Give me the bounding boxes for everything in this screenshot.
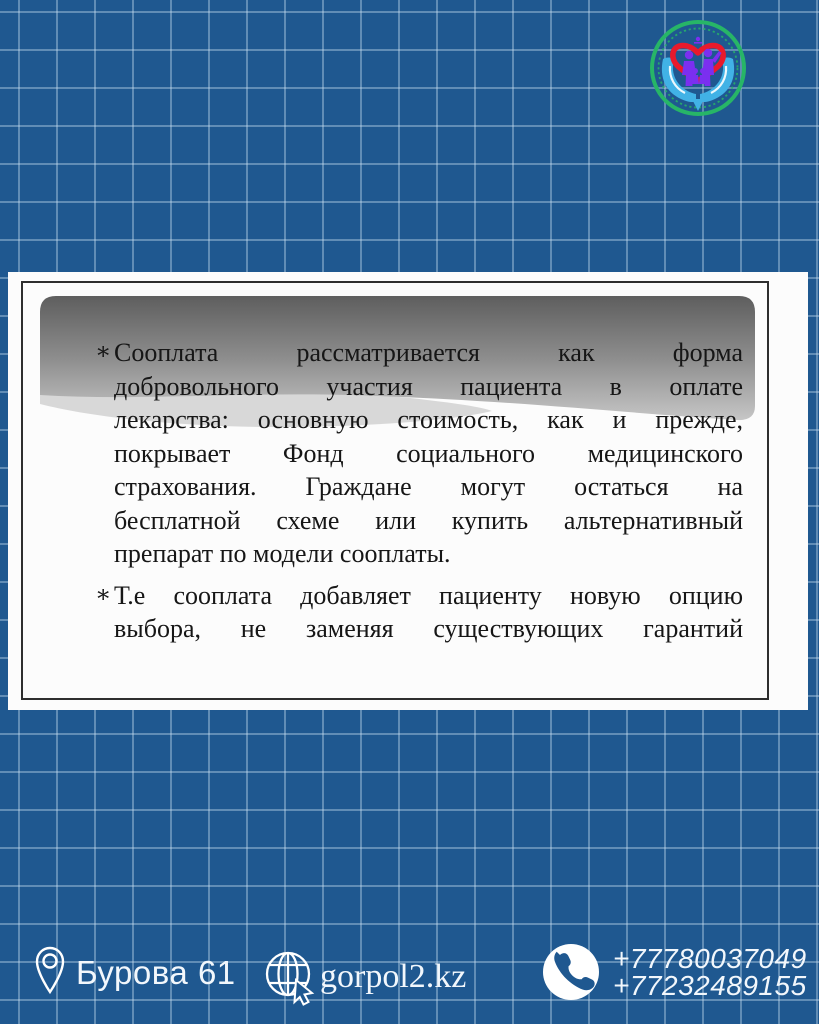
- bullet-text: [114, 579, 743, 646]
- text-line: бесплатной схеме или купить альтернативный: [114, 505, 743, 535]
- slide-card: [8, 272, 808, 710]
- text-line: Т.е сооплата добавляет пациенту новую опцию: [114, 580, 743, 610]
- bullet-item: [95, 336, 743, 571]
- bullet-text: [114, 336, 743, 571]
- clinic-logo-icon: [648, 18, 748, 118]
- bullet-marker: ∗: [95, 581, 112, 608]
- website-text: gorpol2.kz: [320, 958, 467, 995]
- text-line: Сооплата рассматривается как форма: [114, 338, 743, 367]
- phone-number: +77780037049: [613, 943, 807, 974]
- footer-website: [262, 948, 466, 1006]
- text-line: страхования. Граждане могут остаться на: [114, 472, 743, 501]
- text-line: покрывает Фонд социального медицинского: [114, 438, 743, 468]
- globe-icon: [262, 948, 320, 1006]
- phone-numbers: [613, 945, 807, 999]
- text-line: выбора, не заменяя существующих гарантий: [114, 614, 743, 643]
- location-pin-icon: [34, 946, 66, 1000]
- footer-address: [34, 946, 236, 1000]
- text-line: препарат по модели сооплаты.: [114, 539, 451, 568]
- address-text: Бурова 61: [76, 954, 236, 991]
- text-line: лекарства: основную стоимость, как и прежде,: [114, 405, 743, 434]
- bullet-item: [95, 579, 743, 646]
- text-line: добровольного участия пациента в оплате: [114, 371, 743, 401]
- bullet-marker: ∗: [95, 339, 112, 365]
- phone-number: +77232489155: [613, 970, 807, 1001]
- phone-icon: [543, 944, 599, 1000]
- slide-text: [95, 336, 743, 646]
- footer-phones: [543, 944, 807, 1000]
